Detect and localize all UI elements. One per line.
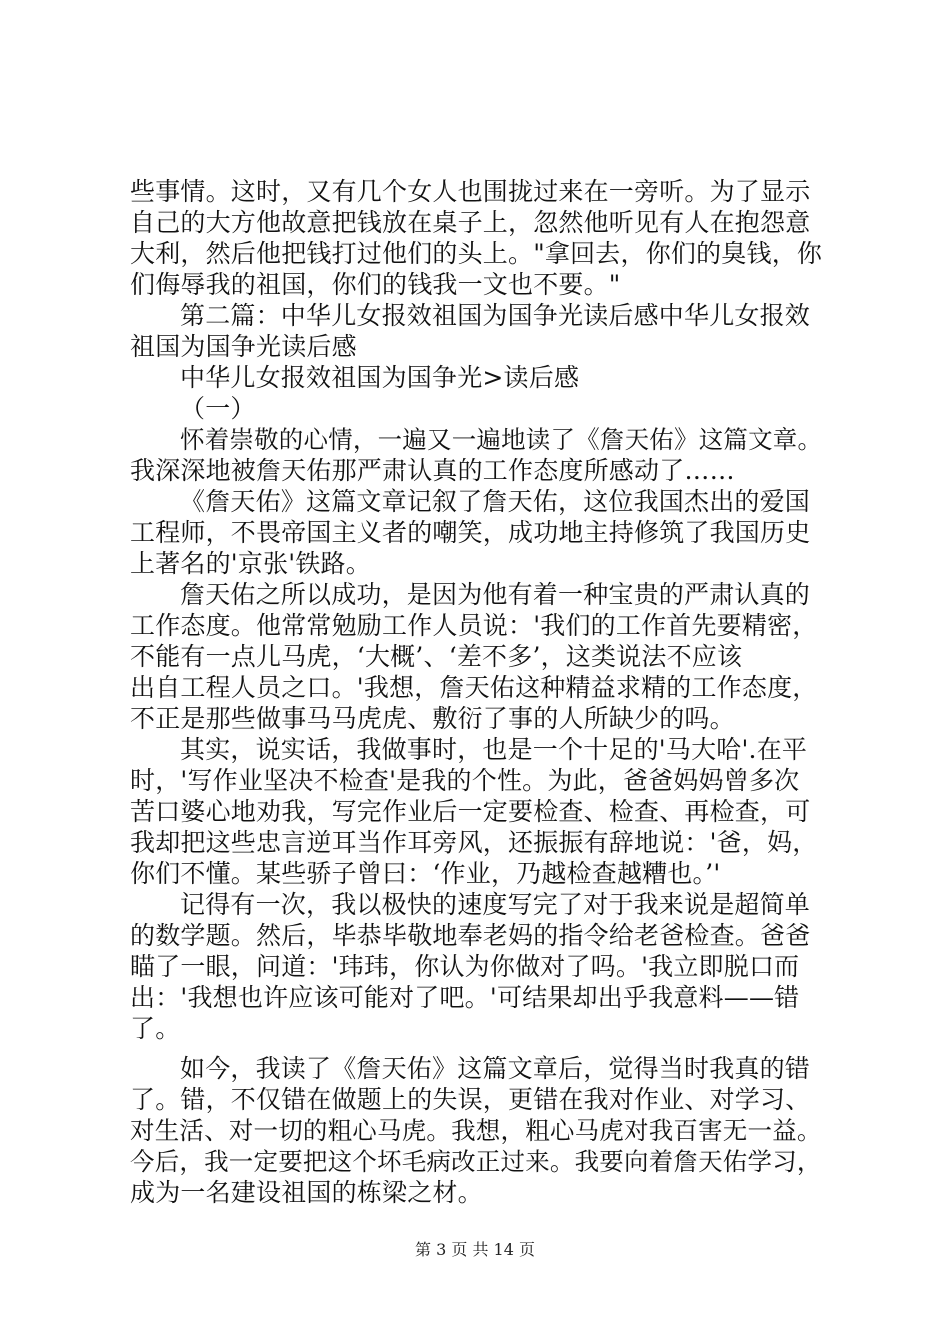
text-line: 的数学题。然后，毕恭毕敬地奉老妈的指令给老爸检查。爸爸: [130, 921, 811, 950]
text-line: 上著名的'京张'铁路。: [130, 549, 371, 578]
text-line: 第二篇：中华儿女报效祖国为国争光读后感中华儿女报效: [180, 301, 811, 330]
text-line: 记得有一次，我以极快的速度写完了对于我来说是超简单: [180, 890, 811, 919]
text-line: 不正是那些做事马马虎虎、敷衍了事的人所缺少的吗。: [130, 704, 735, 733]
text-line: 出：'我想也许应该可能对了吧。'可结果却出乎我意料——错: [130, 983, 800, 1012]
text-line: 今后，我一定要把这个坏毛病改正过来。我要向着詹天佑学习，: [130, 1147, 822, 1176]
text-line: 成为一名建设祖国的栋梁之材。: [130, 1178, 483, 1207]
text-line: 其实，说实话，我做事时，也是一个十足的'马大哈'.在平: [180, 735, 808, 764]
text-line: 《詹天佑》这篇文章记叙了詹天佑，这位我国杰出的爱国: [180, 487, 811, 516]
text-line: 不能有一点儿马虎，‘大概’、‘差不多’，这类说法不应该: [130, 642, 743, 671]
text-line: 了。错，不仅错在做题上的失误，更错在我对作业、对学习、: [130, 1085, 811, 1114]
text-line: 中华儿女报效祖国为国争光>读后感: [180, 363, 580, 392]
text-line: 了。: [130, 1014, 181, 1043]
text-line: 出自工程人员之口。'我想，詹天佑这种精益求精的工作态度，: [130, 673, 818, 702]
text-line: 詹天佑之所以成功，是因为他有着一种宝贵的严肃认真的: [180, 580, 811, 609]
text-line: 祖国为国争光读后感: [130, 332, 357, 361]
text-line: 我深深地被詹天佑那严肃认真的工作态度所感动了……: [130, 456, 735, 485]
text-line: 工作态度。他常常勉励工作人员说：'我们的工作首先要精密，: [130, 611, 818, 640]
text-line: 自己的大方他故意把钱放在桌子上，忽然他听见有人在抱怨意: [130, 208, 811, 237]
text-line: 工程师，不畏帝国主义者的嘲笑，成功地主持修筑了我国历史: [130, 518, 811, 547]
page-footer: 第 3 页 共 14 页: [415, 1240, 535, 1259]
text-line: 苦口婆心地劝我，写完作业后一定要检查、检查、再检查，可: [130, 797, 811, 826]
text-line: 我却把这些忠言逆耳当作耳旁风，还振振有辞地说：'爸，妈，: [130, 828, 818, 857]
text-line: 怀着崇敬的心情，一遍又一遍地读了《詹天佑》这篇文章。: [180, 425, 823, 454]
text-line: 们侮辱我的祖国，你们的钱我一文也不要。": [130, 270, 621, 299]
text-line: 对生活、对一切的粗心马虎。我想，粗心马虎对我百害无一益。: [130, 1116, 822, 1145]
text-line: 大利，然后他把钱打过他们的头上。"拿回去，你们的臭钱，你: [130, 239, 823, 268]
text-line: 些事情。这时，又有几个女人也围拢过来在一旁听。为了显示: [130, 177, 811, 206]
text-line: 时，'写作业坚决不检查'是我的个性。为此，爸爸妈妈曾多次: [130, 766, 800, 795]
text-line: 瞄了一眼，问道：'玮玮，你认为你做对了吗。'我立即脱口而: [130, 952, 800, 981]
text-line: 你们不懂。某些骄子曾曰：‘作业，乃越检查越糟也。’': [130, 859, 721, 888]
document-body: [130, 176, 830, 1208]
text-line: （一）: [180, 394, 256, 423]
text-line: 如今，我读了《詹天佑》这篇文章后，觉得当时我真的错: [180, 1054, 811, 1083]
